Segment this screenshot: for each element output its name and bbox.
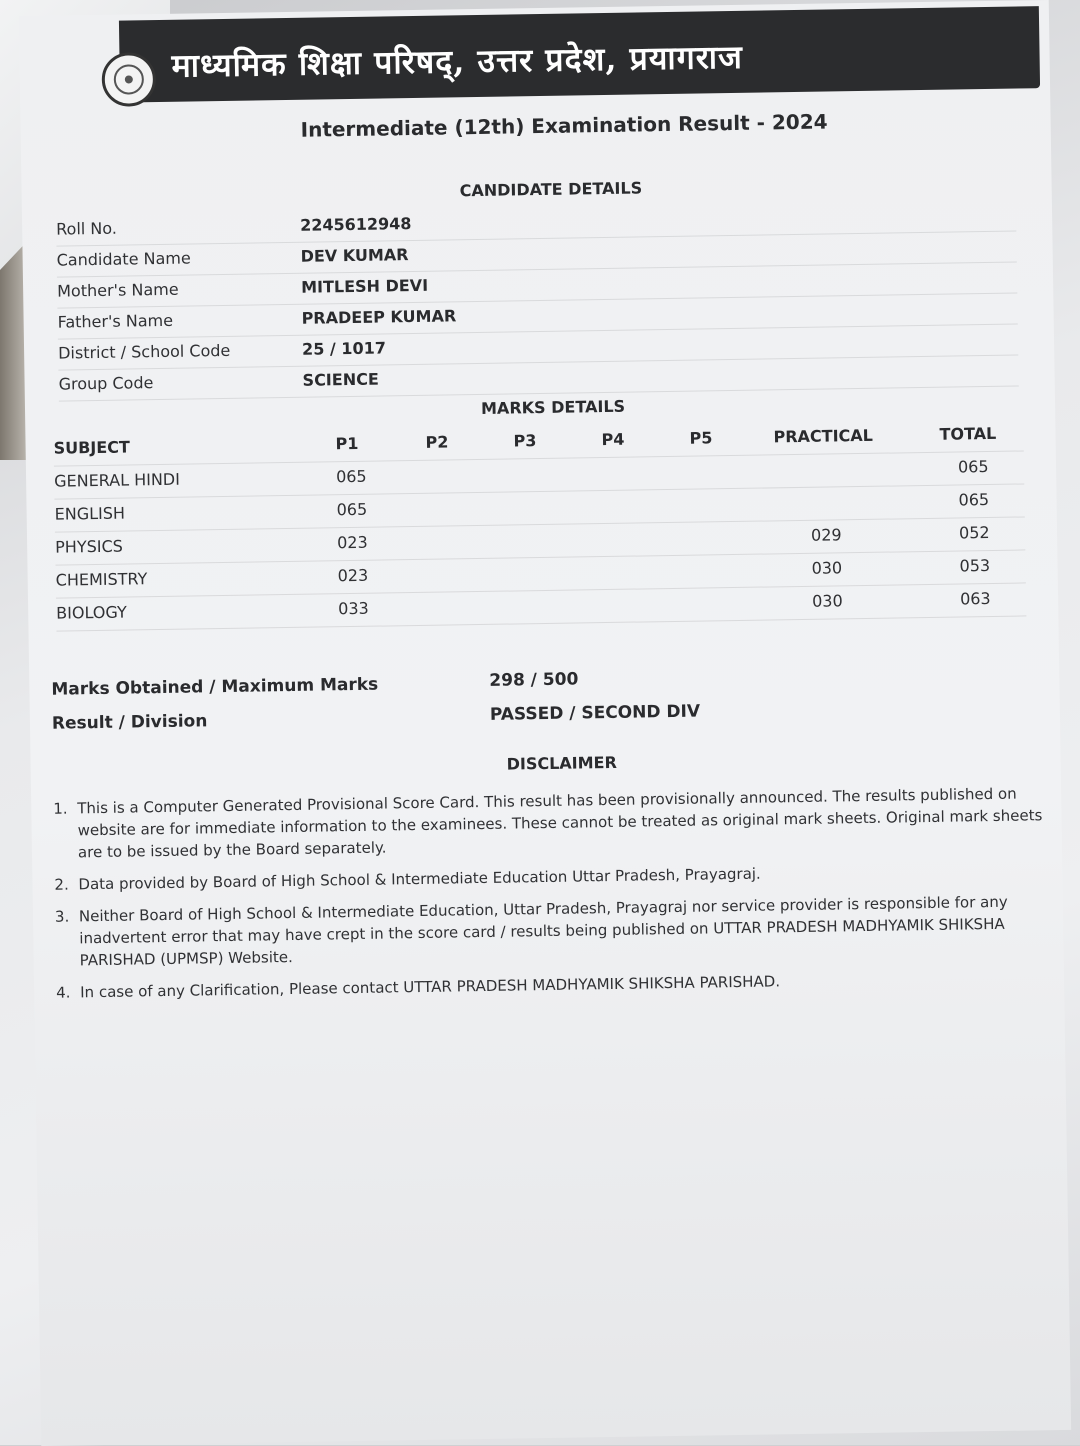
total-cell: 063 <box>959 588 991 609</box>
candidate-section-title: CANDIDATE DETAILS <box>459 178 643 201</box>
field-value: 25 / 1017 <box>301 338 387 359</box>
field-value: 2245612948 <box>300 214 412 235</box>
list-item <box>55 890 1048 972</box>
field-label: Father's Name <box>57 310 174 332</box>
p1-cell: 065 <box>336 499 368 520</box>
item-text: Neither Board of High School & Intermediate Education, Uttar Pradesh, Prayagraj nor service provider is responsible for any inadvertent error that may have crept in the score card / results being published on UTTAR PRADESH MADHYAMIK SHIKSHA PARISHAD (UPMSP) Website. <box>78 892 1008 970</box>
result-label: Result / Division <box>51 711 208 734</box>
field-label: District / School Code <box>57 340 231 363</box>
disclaimer-title: DISCLAIMER <box>506 752 617 774</box>
item-number: 1. <box>53 799 68 818</box>
list-item <box>53 782 1046 864</box>
item-text: This is a Computer Generated Provisional Score Card. This result has been provisionally announced. The results published on website are for immediate information to the examinees. These cannot be treated as original mark sheets. Original mark sheets are to be issued by the Board separately. <box>77 784 1043 862</box>
subject-cell: PHYSICS <box>55 536 123 557</box>
marks-section-title: MARKS DETAILS <box>480 396 626 418</box>
item-text: Data provided by Board of High School & Intermediate Education Uttar Pradesh, Prayagraj. <box>78 864 761 894</box>
marks-obtained-label: Marks Obtained / Maximum Marks <box>51 674 379 700</box>
practical-cell: 029 <box>810 525 842 545</box>
total-cell: 065 <box>958 489 990 510</box>
field-label: Mother's Name <box>57 279 179 301</box>
field-label: Roll No. <box>56 218 118 239</box>
p1-cell: 065 <box>335 466 367 487</box>
list-item <box>54 858 1046 896</box>
header-p2: P2 <box>425 432 449 452</box>
subject-cell: CHEMISTRY <box>55 569 148 590</box>
header-p5: P5 <box>689 428 713 448</box>
header-total: TOTAL <box>939 423 997 444</box>
field-value: MITLESH DEVI <box>300 275 429 297</box>
exam-title: Intermediate (12th) Examination Result - 2024 <box>300 109 828 142</box>
header-p4: P4 <box>601 429 625 450</box>
marks-obtained-value: 298 / 500 <box>489 669 579 691</box>
item-number: 3. <box>54 907 70 926</box>
p1-cell: 023 <box>336 532 368 553</box>
item-number: 4. <box>56 983 71 1002</box>
header-practical: PRACTICAL <box>773 425 874 447</box>
subject-cell: ENGLISH <box>54 503 126 524</box>
practical-cell: 030 <box>811 591 843 611</box>
item-text: In case of any Clarification, Please contact UTTAR PRADESH MADHYAMIK SHIKSHA PARISHAD. <box>80 972 781 1002</box>
disclaimer-list <box>53 782 1048 1014</box>
field-value: SCIENCE <box>302 369 379 390</box>
field-value: DEV KUMAR <box>300 245 409 266</box>
subject-cell: GENERAL HINDI <box>53 469 181 491</box>
header-p1: P1 <box>335 433 359 454</box>
total-cell: 053 <box>959 555 991 576</box>
field-value: PRADEEP KUMAR <box>301 306 457 328</box>
item-number: 2. <box>54 875 69 894</box>
practical-cell: 030 <box>811 558 843 578</box>
header-p3: P3 <box>513 431 537 451</box>
result-value: PASSED / SECOND DIV <box>489 701 701 725</box>
result-sheet <box>19 0 1071 1446</box>
field-label: Group Code <box>58 373 154 394</box>
field-label: Candidate Name <box>56 248 191 270</box>
list-item <box>56 966 1048 1004</box>
header-subject: SUBJECT <box>53 437 131 458</box>
total-cell: 065 <box>957 457 989 477</box>
board-name: माध्यमिक शिक्षा परिषद्, उत्तर प्रदेश, प्रयागराज <box>171 37 744 85</box>
total-cell: 052 <box>958 522 990 543</box>
p1-cell: 023 <box>337 565 369 586</box>
p1-cell: 033 <box>338 598 369 619</box>
subject-cell: BIOLOGY <box>56 602 127 623</box>
